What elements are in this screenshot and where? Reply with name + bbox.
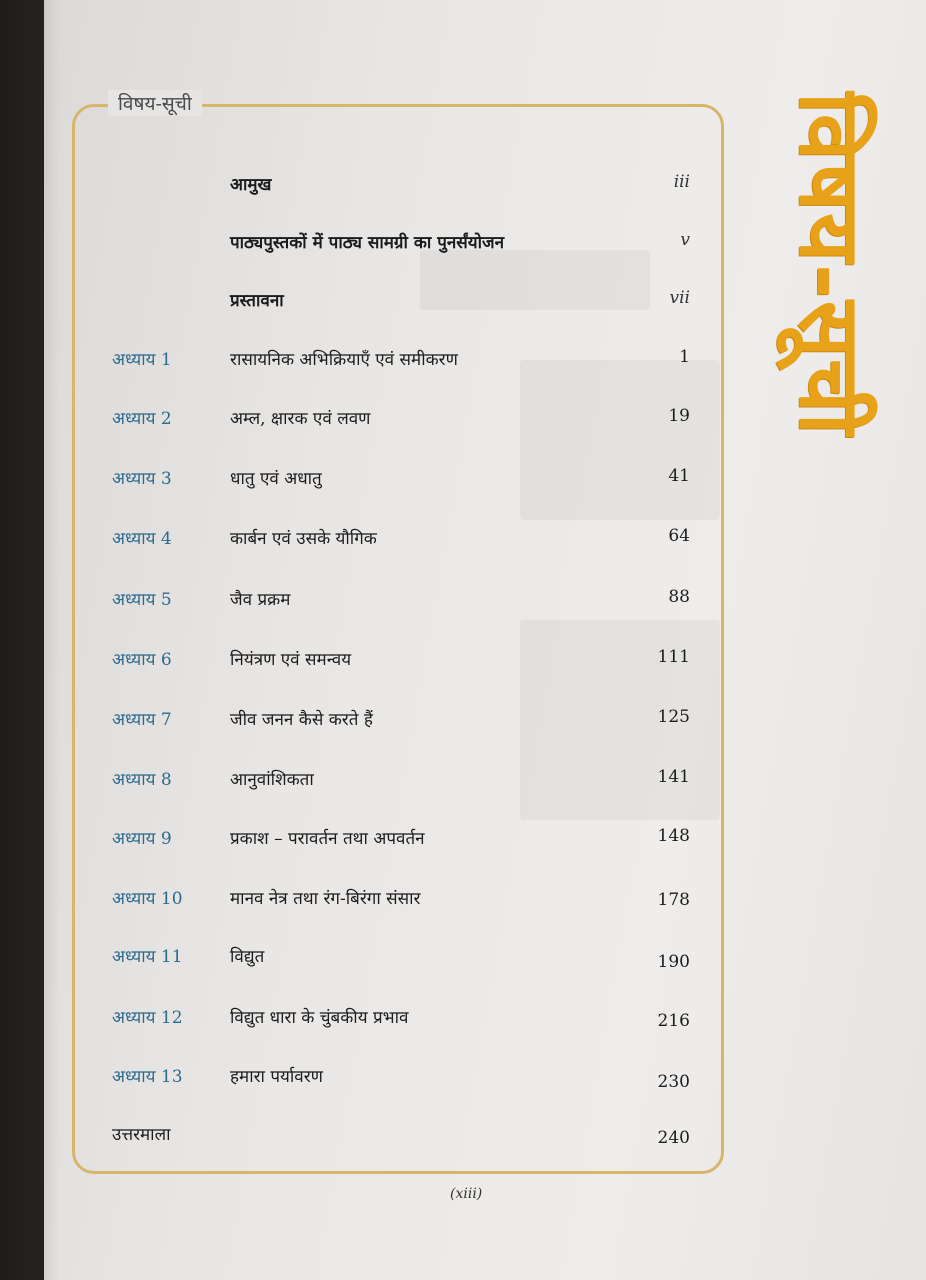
chapter-page: 111 <box>657 647 690 667</box>
side-decorative-title: विषय-सूची <box>781 92 880 437</box>
chapter-number: अध्याय 6 <box>112 650 172 670</box>
chapter-title: कार्बन एवं उसके यौगिक <box>230 529 377 549</box>
chapter-page: 148 <box>657 826 690 846</box>
chapter-number: अध्याय 10 <box>112 889 183 909</box>
chapter-title: विद्युत <box>230 947 265 967</box>
chapter-number: अध्याय 5 <box>112 590 172 610</box>
chapter-page: 190 <box>657 952 690 972</box>
toc-page: v <box>680 230 690 250</box>
chapter-page: 1 <box>679 347 690 367</box>
chapter-title: मानव नेत्र तथा रंग-बिरंगा संसार <box>230 889 421 909</box>
chapter-title: जैव प्रक्रम <box>230 590 291 610</box>
toc-row <box>0 526 926 562</box>
chapter-page: 141 <box>657 767 690 787</box>
chapter-number: अध्याय 8 <box>112 770 172 790</box>
toc-row <box>0 647 926 683</box>
answers-label: उत्तरमाला <box>112 1125 171 1145</box>
chapter-page: 41 <box>668 466 690 486</box>
toc-row <box>0 767 926 803</box>
chapter-page: 230 <box>657 1072 690 1092</box>
chapter-title: अम्ल, क्षारक एवं लवण <box>230 409 371 429</box>
contents-heading: विषय-सूची <box>108 90 202 116</box>
chapter-number: अध्याय 2 <box>112 409 172 429</box>
answers-page: 240 <box>657 1128 690 1148</box>
toc-row <box>0 1005 926 1041</box>
chapter-page: 216 <box>657 1011 690 1031</box>
chapter-number: अध्याय 12 <box>112 1008 183 1028</box>
chapter-number: अध्याय 3 <box>112 469 172 489</box>
chapter-title: विद्युत धारा के चुंबकीय प्रभाव <box>230 1008 409 1028</box>
toc-row <box>0 1064 926 1100</box>
toc-title: पाठ्यपुस्तकों में पाठ्य सामग्री का पुनर्संयोजन <box>230 233 505 253</box>
chapter-number: अध्याय 11 <box>112 947 183 967</box>
toc-title: प्रस्तावना <box>230 291 284 311</box>
chapter-title: रासायनिक अभिक्रियाएँ एवं समीकरण <box>230 350 458 370</box>
chapter-title: आनुवांशिकता <box>230 770 314 790</box>
chapter-number: अध्याय 1 <box>112 350 172 370</box>
chapter-title: नियंत्रण एवं समन्वय <box>230 650 352 670</box>
toc-row <box>0 826 926 862</box>
chapter-page: 88 <box>668 587 690 607</box>
chapter-title: हमारा पर्यावरण <box>230 1067 323 1087</box>
toc-row <box>0 944 926 980</box>
toc-page: iii <box>673 172 690 192</box>
chapter-page: 125 <box>657 707 690 727</box>
chapter-page: 178 <box>657 890 690 910</box>
chapter-number: अध्याय 7 <box>112 710 172 730</box>
chapter-page: 19 <box>668 406 690 426</box>
toc-row <box>0 587 926 623</box>
chapter-page: 64 <box>668 526 690 546</box>
chapter-number: अध्याय 13 <box>112 1067 183 1087</box>
toc-page: vii <box>669 288 690 308</box>
toc-row <box>0 707 926 743</box>
chapter-title: प्रकाश – परावर्तन तथा अपवर्तन <box>230 829 425 849</box>
chapter-number: अध्याय 4 <box>112 529 172 549</box>
toc-row <box>0 1122 926 1158</box>
chapter-number: अध्याय 9 <box>112 829 172 849</box>
chapter-title: धातु एवं अधातु <box>230 469 322 489</box>
chapter-title: जीव जनन कैसे करते हैं <box>230 710 373 730</box>
toc-row <box>0 466 926 502</box>
toc-title: आमुख <box>230 175 272 195</box>
page-number: (xiii) <box>450 1186 483 1202</box>
toc-row <box>0 886 926 922</box>
